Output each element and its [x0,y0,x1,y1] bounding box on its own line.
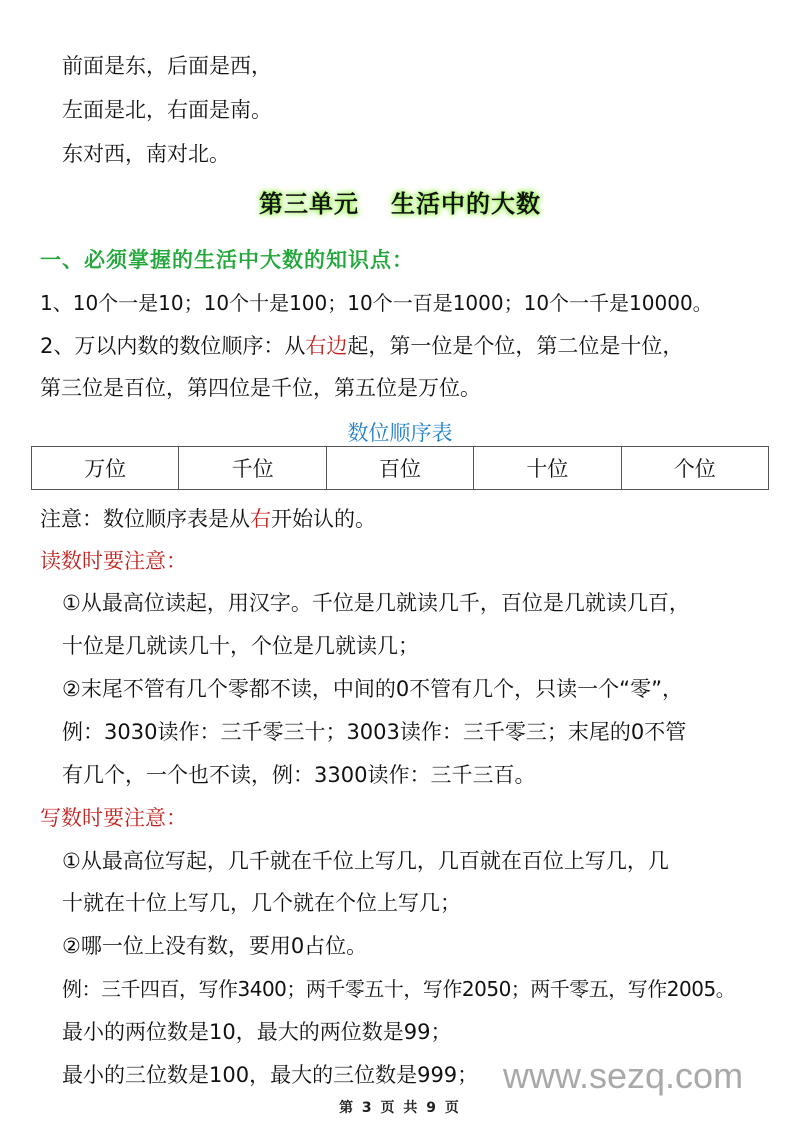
writing-line-1: ①从最高位写起，几千就在千位上写几，几百就在百位上写几，几 [62,849,669,873]
table-cell-wan: 万位 [32,447,179,490]
point-2-before: 2、万以内数的数位顺序：从 [40,334,306,358]
reading-line-3: ②末尾不管有几个零都不读，中间的0不管有几个，只读一个“零”， [62,677,683,701]
writing-line-2: 十就在十位上写几，几个就在个位上写几； [62,891,461,915]
section-heading-knowledge-points: 一、必须掌握的生活中大数的知识点： [40,248,414,272]
writing-line-3: ②哪一位上没有数，要用0占位。 [62,934,368,958]
place-value-table [31,446,769,490]
reading-line-4: 例：3030读作：三千零三十；3003读作：三千零三；末尾的0不管 [62,720,687,744]
reading-line-5: 有几个，一个也不读，例：3300读作：三千三百。 [62,763,536,787]
note-after: 开始认的。 [271,507,376,531]
table-row [32,447,769,490]
writing-line-4: 例：三千四百，写作3400；两千零五十，写作2050；两千零五，写作2005。 [62,977,736,1001]
table-cell-bai: 百位 [326,447,473,490]
note-before: 注意：数位顺序表是从 [40,507,250,531]
reading-line-2: 十位是几就读几十，个位是几就读几； [62,634,419,658]
unit-title-number: 第三单元 [259,190,359,218]
point-2-highlight: 右边 [305,334,348,358]
point-1: 1、10个一是10；10个十是100；10个一百是1000；10个一千是10000。 [40,291,713,315]
note-highlight: 右 [250,507,271,531]
place-table-caption: 数位顺序表 [347,421,453,445]
table-cell-qian: 千位 [179,447,326,490]
page-number: 第 3 页 共 9 页 [339,1100,461,1116]
point-2 [40,332,683,360]
writing-line-6: 最小的三位数是100，最大的三位数是999； [62,1063,479,1087]
unit-title-name: 生活中的大数 [391,190,541,218]
writing-heading: 写数时要注意： [40,806,187,830]
table-cell-shi: 十位 [474,447,621,490]
note-line [40,505,376,533]
writing-line-5: 最小的两位数是10，最大的两位数是99； [62,1020,452,1044]
unit-title [0,184,800,219]
point-2-after: 起，第一位是个位，第二位是十位， [347,334,684,358]
intro-line-3: 东对西，南对北。 [62,142,230,166]
point-2-continuation: 第三位是百位，第四位是千位，第五位是万位。 [40,376,481,400]
intro-line-2: 左面是北，右面是南。 [62,98,272,122]
table-cell-ge: 个位 [621,447,768,490]
intro-line-1: 前面是东，后面是西， [62,54,272,78]
reading-heading: 读数时要注意： [40,549,187,573]
watermark: www.sezq.com [503,1055,744,1096]
reading-line-1: ①从最高位读起，用汉字。千位是几就读几千，百位是几就读几百， [62,591,690,615]
